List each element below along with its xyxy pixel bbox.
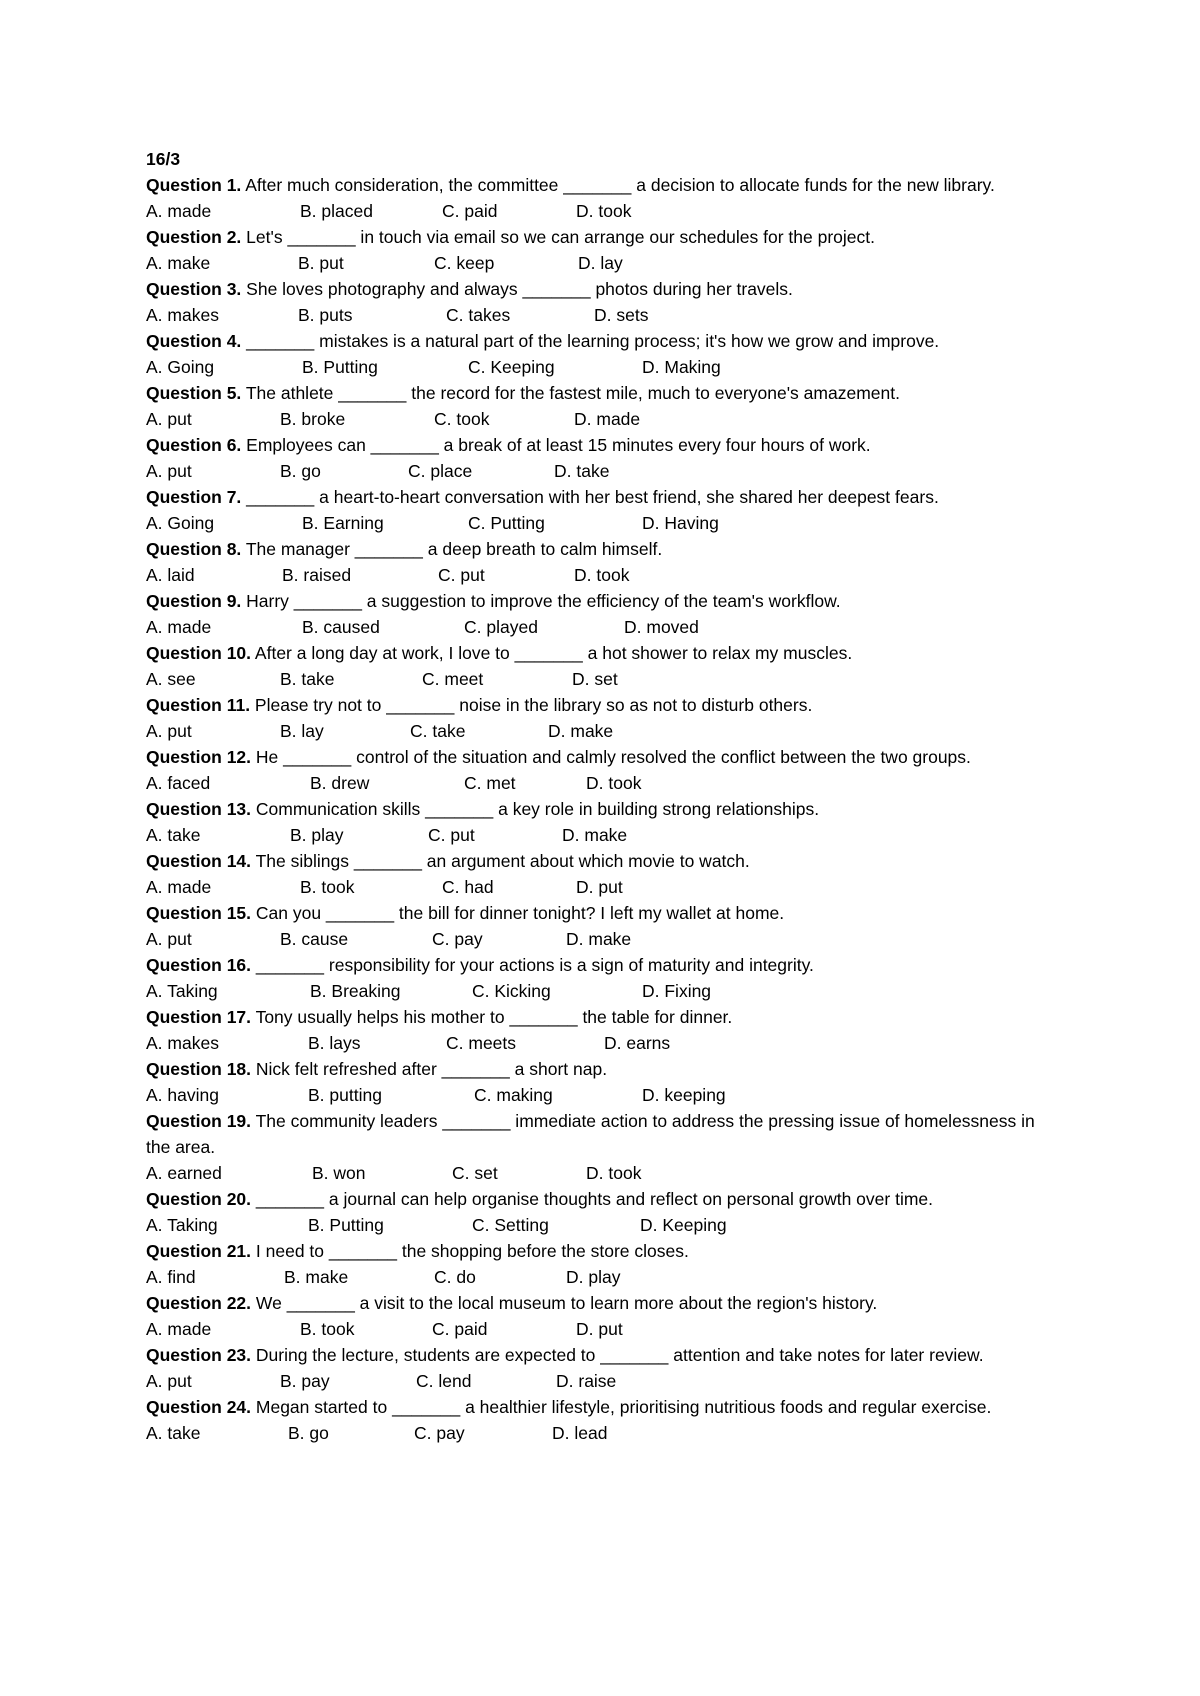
option-d: D. lead — [552, 1423, 608, 1443]
question-label: Question 10. — [146, 643, 252, 663]
question-16 — [146, 952, 1046, 1004]
answer-options — [146, 614, 1046, 640]
option-b: B. broke — [280, 409, 346, 429]
question-stem: After a long day at work, I love to _______ a hot shower to relax my muscles. — [251, 643, 853, 663]
question-label: Question 20. — [146, 1189, 252, 1209]
answer-options — [146, 1420, 1046, 1446]
option-a: A. made — [146, 617, 212, 637]
question-14 — [146, 848, 1046, 900]
option-d: D. set — [572, 669, 618, 689]
question-stem: Employees can _______ a break of at least 15 minutes every four hours of work. — [241, 435, 871, 455]
question-label: Question 7. — [146, 487, 242, 507]
answer-options — [146, 510, 1046, 536]
question-label: Question 23. — [146, 1345, 252, 1365]
option-c: C. set — [452, 1163, 498, 1183]
option-d: D. sets — [594, 305, 649, 325]
option-d: D. earns — [604, 1033, 671, 1053]
option-b: B. Putting — [302, 357, 378, 377]
option-c: C. paid — [442, 201, 498, 221]
question-stem: Harry _______ a suggestion to improve the efficiency of the team's workflow. — [241, 591, 841, 611]
question-stem: Nick felt refreshed after _______ a short nap. — [251, 1059, 608, 1079]
option-d: D. made — [574, 409, 641, 429]
option-c: C. do — [434, 1267, 476, 1287]
question-text — [146, 744, 1046, 770]
question-label: Question 12. — [146, 747, 252, 767]
option-c: C. take — [410, 721, 466, 741]
option-b: B. Breaking — [310, 981, 401, 1001]
question-text — [146, 1186, 1046, 1212]
option-b: B. Earning — [302, 513, 384, 533]
question-6 — [146, 432, 1046, 484]
option-c: C. making — [474, 1085, 553, 1105]
question-text — [146, 796, 1046, 822]
option-c: C. lend — [416, 1371, 472, 1391]
question-7 — [146, 484, 1046, 536]
option-a: A. made — [146, 201, 212, 221]
option-a: A. put — [146, 929, 192, 949]
question-text — [146, 588, 1046, 614]
question-15 — [146, 900, 1046, 952]
option-a: A. faced — [146, 773, 211, 793]
question-3 — [146, 276, 1046, 328]
answer-options — [146, 1368, 1046, 1394]
question-text — [146, 432, 1046, 458]
question-label: Question 9. — [146, 591, 242, 611]
option-d: D. took — [576, 201, 632, 221]
question-label: Question 3. — [146, 279, 242, 299]
option-b: B. drew — [310, 773, 370, 793]
question-19 — [146, 1108, 1046, 1186]
answer-options — [146, 354, 1046, 380]
answer-options — [146, 1212, 1046, 1238]
option-d: D. raise — [556, 1371, 617, 1391]
option-b: B. putting — [308, 1085, 382, 1105]
option-d: D. Keeping — [640, 1215, 727, 1235]
question-stem: Let's _______ in touch via email so we can arrange our schedules for the project. — [241, 227, 876, 247]
question-label: Question 16. — [146, 955, 252, 975]
option-b: B. won — [312, 1163, 366, 1183]
answer-options — [146, 926, 1046, 952]
question-label: Question 11. — [146, 695, 251, 715]
question-label: Question 18. — [146, 1059, 252, 1079]
question-stem: Can you _______ the bill for dinner tonight? I left my wallet at home. — [251, 903, 785, 923]
question-18 — [146, 1056, 1046, 1108]
option-c: C. had — [442, 877, 494, 897]
option-a: A. Going — [146, 513, 215, 533]
option-a: A. take — [146, 1423, 201, 1443]
option-b: B. lay — [280, 721, 324, 741]
question-text — [146, 536, 1046, 562]
option-d: D. play — [566, 1267, 621, 1287]
answer-options — [146, 250, 1046, 276]
answer-options — [146, 718, 1046, 744]
option-a: A. Taking — [146, 981, 218, 1001]
option-d: D. took — [586, 773, 642, 793]
option-d: D. make — [562, 825, 628, 845]
option-a: A. put — [146, 1371, 192, 1391]
option-d: D. took — [574, 565, 630, 585]
option-d: D. Fixing — [642, 981, 712, 1001]
question-text — [146, 900, 1046, 926]
question-24 — [146, 1394, 1046, 1446]
answer-options — [146, 198, 1046, 224]
question-2 — [146, 224, 1046, 276]
option-b: B. took — [300, 1319, 355, 1339]
option-c: C. Keeping — [468, 357, 555, 377]
option-a: A. laid — [146, 565, 195, 585]
question-stem: We _______ a visit to the local museum to learn more about the region's history. — [251, 1293, 878, 1313]
option-d: D. lay — [578, 253, 623, 273]
question-text — [146, 1056, 1046, 1082]
option-d: D. make — [566, 929, 632, 949]
option-b: B. puts — [298, 305, 353, 325]
question-label: Question 21. — [146, 1241, 252, 1261]
question-label: Question 15. — [146, 903, 252, 923]
option-b: B. took — [300, 877, 355, 897]
answer-options — [146, 666, 1046, 692]
question-text — [146, 276, 1046, 302]
option-a: A. makes — [146, 1033, 219, 1053]
question-label: Question 19. — [146, 1111, 252, 1131]
option-a: A. earned — [146, 1163, 222, 1183]
question-list — [146, 172, 1046, 1446]
question-21 — [146, 1238, 1046, 1290]
question-text — [146, 484, 1046, 510]
question-stem: He _______ control of the situation and calmly resolved the conflict between the two groups. — [251, 747, 971, 767]
question-23 — [146, 1342, 1046, 1394]
question-stem: _______ mistakes is a natural part of the learning process; it's how we grow and improve. — [241, 331, 940, 351]
question-4 — [146, 328, 1046, 380]
option-d: D. take — [554, 461, 610, 481]
question-20 — [146, 1186, 1046, 1238]
option-b: B. lays — [308, 1033, 361, 1053]
option-b: B. raised — [282, 565, 352, 585]
option-b: B. play — [290, 825, 344, 845]
option-b: B. Putting — [308, 1215, 384, 1235]
question-text — [146, 952, 1046, 978]
option-c: C. place — [408, 461, 473, 481]
option-b: B. go — [280, 461, 321, 481]
question-22 — [146, 1290, 1046, 1342]
question-label: Question 24. — [146, 1397, 252, 1417]
answer-options — [146, 978, 1046, 1004]
answer-options — [146, 302, 1046, 328]
option-a: A. having — [146, 1085, 219, 1105]
option-a: A. made — [146, 877, 212, 897]
option-a: A. makes — [146, 305, 219, 325]
question-stem: She loves photography and always _______ photos during her travels. — [241, 279, 793, 299]
answer-options — [146, 822, 1046, 848]
question-label: Question 4. — [146, 331, 242, 351]
option-d: D. took — [586, 1163, 642, 1183]
option-b: B. make — [284, 1267, 349, 1287]
option-b: B. caused — [302, 617, 380, 637]
question-stem: The community leaders _______ immediate action to address the pressing issue of homelessness in the area. — [146, 1111, 1035, 1157]
option-c: C. Putting — [468, 513, 545, 533]
question-1 — [146, 172, 1046, 224]
question-label: Question 1. — [146, 175, 242, 195]
answer-options — [146, 1160, 1046, 1186]
option-b: B. placed — [300, 201, 373, 221]
option-a: A. find — [146, 1267, 196, 1287]
question-stem: _______ a heart-to-heart conversation with her best friend, she shared her deepest fears. — [241, 487, 939, 507]
answer-options — [146, 770, 1046, 796]
option-a: A. put — [146, 721, 192, 741]
question-label: Question 5. — [146, 383, 242, 403]
option-a: A. see — [146, 669, 196, 689]
option-d: D. keeping — [642, 1085, 726, 1105]
question-8 — [146, 536, 1046, 588]
option-a: A. put — [146, 409, 192, 429]
option-d: D. put — [576, 1319, 623, 1339]
question-9 — [146, 588, 1046, 640]
option-b: B. cause — [280, 929, 349, 949]
question-stem: The siblings _______ an argument about which movie to watch. — [251, 851, 750, 871]
option-a: A. take — [146, 825, 201, 845]
option-c: C. put — [428, 825, 475, 845]
option-a: A. Taking — [146, 1215, 218, 1235]
option-a: A. put — [146, 461, 192, 481]
question-text — [146, 380, 1046, 406]
option-c: C. keep — [434, 253, 495, 273]
question-text — [146, 692, 1046, 718]
option-c: C. put — [438, 565, 485, 585]
question-stem: Tony usually helps his mother to _______ the table for dinner. — [251, 1007, 733, 1027]
option-c: C. meets — [446, 1033, 517, 1053]
document-page — [146, 146, 1046, 1446]
answer-options — [146, 1316, 1046, 1342]
question-stem: _______ a journal can help organise thoughts and reflect on personal growth over time. — [251, 1189, 934, 1209]
question-text — [146, 1108, 1046, 1160]
answer-options — [146, 1264, 1046, 1290]
question-stem: The athlete _______ the record for the fastest mile, much to everyone's amazement. — [241, 383, 900, 403]
option-d: D. moved — [624, 617, 699, 637]
question-text — [146, 172, 1046, 198]
question-label: Question 22. — [146, 1293, 252, 1313]
question-10 — [146, 640, 1046, 692]
question-text — [146, 1004, 1046, 1030]
option-d: D. make — [548, 721, 614, 741]
option-c: C. met — [464, 773, 516, 793]
option-a: A. Going — [146, 357, 215, 377]
option-b: B. pay — [280, 1371, 330, 1391]
question-13 — [146, 796, 1046, 848]
question-label: Question 8. — [146, 539, 242, 559]
question-label: Question 6. — [146, 435, 242, 455]
answer-options — [146, 406, 1046, 432]
answer-options — [146, 1030, 1046, 1056]
option-c: C. pay — [432, 929, 483, 949]
question-11 — [146, 692, 1046, 744]
option-c: C. took — [434, 409, 490, 429]
option-c: C. Kicking — [472, 981, 551, 1001]
question-label: Question 13. — [146, 799, 252, 819]
question-stem: _______ responsibility for your actions is a sign of maturity and integrity. — [251, 955, 814, 975]
question-17 — [146, 1004, 1046, 1056]
question-label: Question 14. — [146, 851, 252, 871]
question-text — [146, 848, 1046, 874]
option-c: C. pay — [414, 1423, 465, 1443]
answer-options — [146, 1082, 1046, 1108]
answer-options — [146, 562, 1046, 588]
question-stem: Communication skills _______ a key role in building strong relationships. — [251, 799, 820, 819]
option-a: A. made — [146, 1319, 212, 1339]
option-d: D. Making — [642, 357, 721, 377]
question-text — [146, 1394, 1046, 1420]
option-a: A. make — [146, 253, 211, 273]
question-text — [146, 224, 1046, 250]
option-b: B. put — [298, 253, 344, 273]
question-text — [146, 1238, 1046, 1264]
option-c: C. Setting — [472, 1215, 549, 1235]
question-text — [146, 1342, 1046, 1368]
question-stem: Megan started to _______ a healthier lifestyle, prioritising nutritious foods and regular exercise. — [251, 1397, 992, 1417]
question-text — [146, 1290, 1046, 1316]
question-stem: After much consideration, the committee _______ a decision to allocate funds for the new library. — [241, 175, 995, 195]
option-c: C. meet — [422, 669, 484, 689]
option-b: B. take — [280, 669, 335, 689]
option-c: C. paid — [432, 1319, 488, 1339]
option-d: D. Having — [642, 513, 719, 533]
question-label: Question 17. — [146, 1007, 252, 1027]
answer-options — [146, 874, 1046, 900]
question-text — [146, 328, 1046, 354]
answer-options — [146, 458, 1046, 484]
option-d: D. put — [576, 877, 623, 897]
question-stem: I need to _______ the shopping before the store closes. — [251, 1241, 689, 1261]
question-label: Question 2. — [146, 227, 242, 247]
date-heading: 16/3 — [146, 149, 181, 169]
question-12 — [146, 744, 1046, 796]
option-c: C. takes — [446, 305, 511, 325]
option-b: B. go — [288, 1423, 329, 1443]
option-c: C. played — [464, 617, 538, 637]
question-stem: Please try not to _______ noise in the library so as not to disturb others. — [250, 695, 813, 715]
question-stem: During the lecture, students are expected to _______ attention and take notes for later review. — [251, 1345, 984, 1365]
question-5 — [146, 380, 1046, 432]
question-stem: The manager _______ a deep breath to calm himself. — [241, 539, 663, 559]
question-text — [146, 640, 1046, 666]
